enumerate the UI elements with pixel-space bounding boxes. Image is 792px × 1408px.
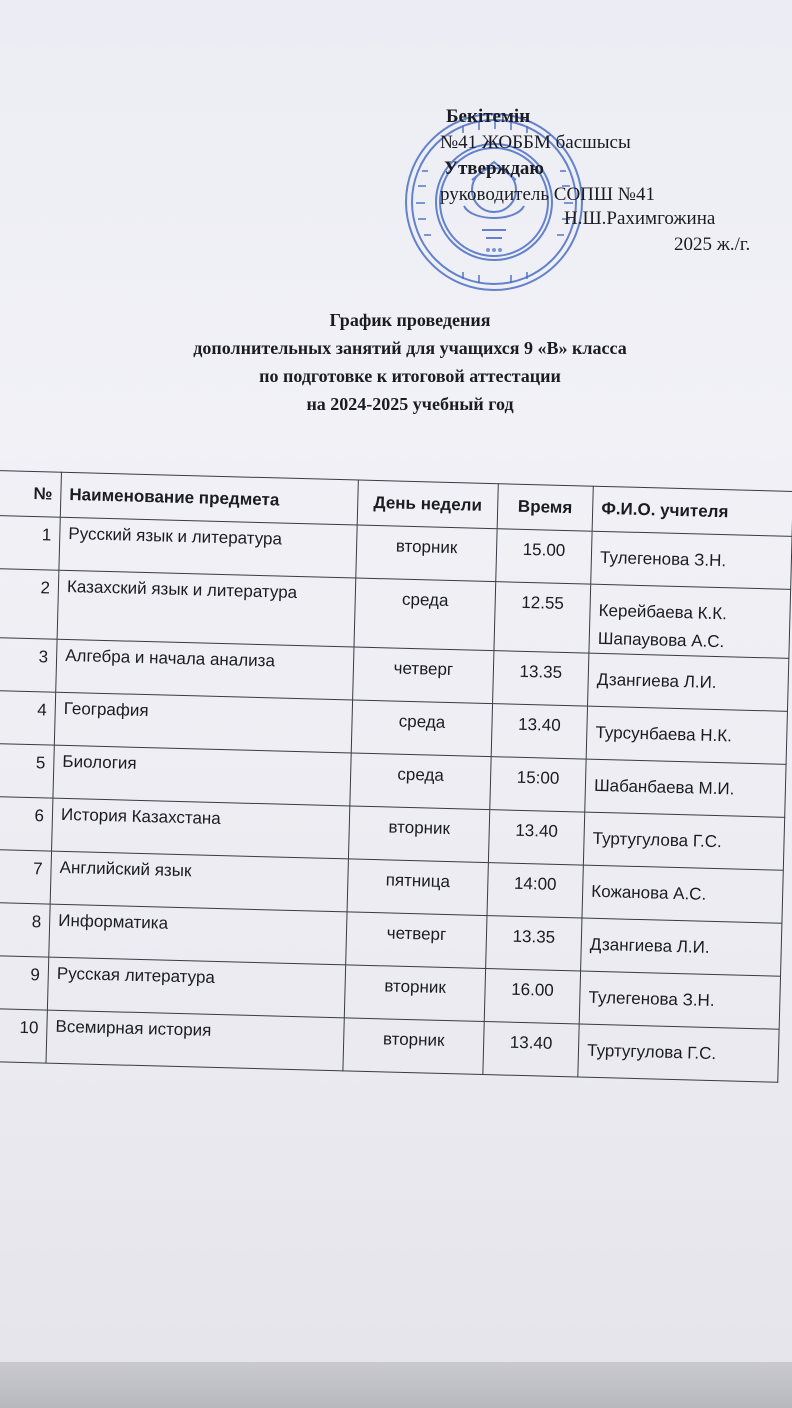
header-time: Время [497,484,594,531]
cell-weekday: пятница [347,859,488,916]
cell-number: 1 [0,515,60,570]
cell-teacher [589,584,791,658]
cell-time: 15:00 [489,757,586,812]
cell-subject: Русский язык и литература [59,517,358,578]
teacher-name: Туртугулова Г.С. [592,828,722,852]
approval-kazakh-heading: Бекітемін [446,106,531,127]
cell-time: 16.00 [484,969,581,1024]
cell-teacher [579,971,780,1029]
title-line-4: на 2024-2025 учебный год [306,394,514,414]
cell-teacher [578,1024,779,1082]
cell-number: 5 [0,743,54,798]
cell-weekday: вторник [349,806,490,863]
cell-time: 14:00 [487,863,584,918]
approval-russian-position: руководитель СОПШ №41 [440,184,655,205]
approval-russian-heading: Утверждаю [444,158,544,179]
cell-time: 13.35 [485,916,582,971]
cell-teacher [591,531,792,589]
teacher-name: Тулегенова З.Н. [599,547,727,571]
cell-subject: Алгебра и начала анализа [56,639,355,700]
cell-time: 12.55 [494,582,591,653]
approval-date: 2025 ж./г. [674,234,751,255]
schedule-table [0,470,792,1083]
teacher-name: Керейбаева К.К. [598,600,728,624]
cell-weekday: среда [354,578,495,651]
title-line-1: График проведения [329,310,491,330]
cell-number: 6 [0,796,53,851]
approval-kazakh-position: №41 ЖОББМ басшысы [440,132,631,153]
cell-time: 13.35 [492,651,589,706]
teacher-name: Дзангиева Л.И. [589,934,710,957]
header-weekday: День недели [357,480,497,529]
teacher-name: Туртугулова Г.С. [586,1040,717,1064]
approval-signatory-name: Н.Ш.Рахимгожина [564,208,716,229]
cell-number: 2 [0,568,59,639]
cell-number: 8 [0,902,50,957]
header-subject: Наименование предмета [60,472,358,525]
teacher-name: Шабанбаева М.И. [593,775,735,799]
cell-teacher [588,653,789,711]
cell-number: 10 [0,1008,47,1063]
cell-subject: Казахский язык и литература [57,570,356,647]
cell-teacher [581,918,782,976]
cell-weekday: среда [352,700,493,757]
cell-teacher [582,865,783,923]
teacher-name: Турсунбаева Н.К. [595,722,733,746]
title-line-3: по подготовке к итоговой аттестации [259,366,561,386]
cell-number: 9 [0,955,49,1010]
cell-subject: Информатика [49,904,348,965]
cell-teacher [585,759,786,817]
cell-weekday: вторник [345,965,486,1022]
cell-teacher [584,812,785,870]
cell-subject: Биология [53,745,352,806]
cell-number: 4 [0,690,56,745]
cell-weekday: среда [350,753,491,810]
cell-subject: Английский язык [50,851,349,912]
teacher-name: Дзангиева Л.И. [596,669,717,692]
cell-subject: Русская литература [47,957,346,1018]
cell-weekday: четверг [346,912,487,969]
teacher-name: Тулегенова З.Н. [588,987,715,1011]
teacher-name: Шапаувова А.С. [597,628,725,652]
cell-teacher [586,706,787,764]
cell-time: 13.40 [482,1022,579,1077]
header-teacher: Ф.И.О. учителя [592,486,792,536]
cell-number: 7 [0,849,52,904]
cell-subject: География [54,692,353,753]
cell-number: 3 [0,637,57,692]
cell-time: 15.00 [495,529,592,584]
header-number: № [0,471,62,518]
cell-time: 13.40 [491,704,588,759]
cell-weekday: вторник [356,525,497,582]
cell-time: 13.40 [488,810,585,865]
cell-weekday: четверг [353,647,494,704]
document-title [120,306,700,418]
cell-subject: История Казахстана [52,798,351,859]
title-line-2: дополнительных занятий для учащихся 9 «В» класса [193,338,627,358]
cell-weekday: вторник [343,1018,484,1075]
teacher-name: Кожанова А.С. [591,881,707,904]
desk-surface-edge [0,1362,792,1408]
cell-subject: Всемирная история [46,1010,345,1071]
